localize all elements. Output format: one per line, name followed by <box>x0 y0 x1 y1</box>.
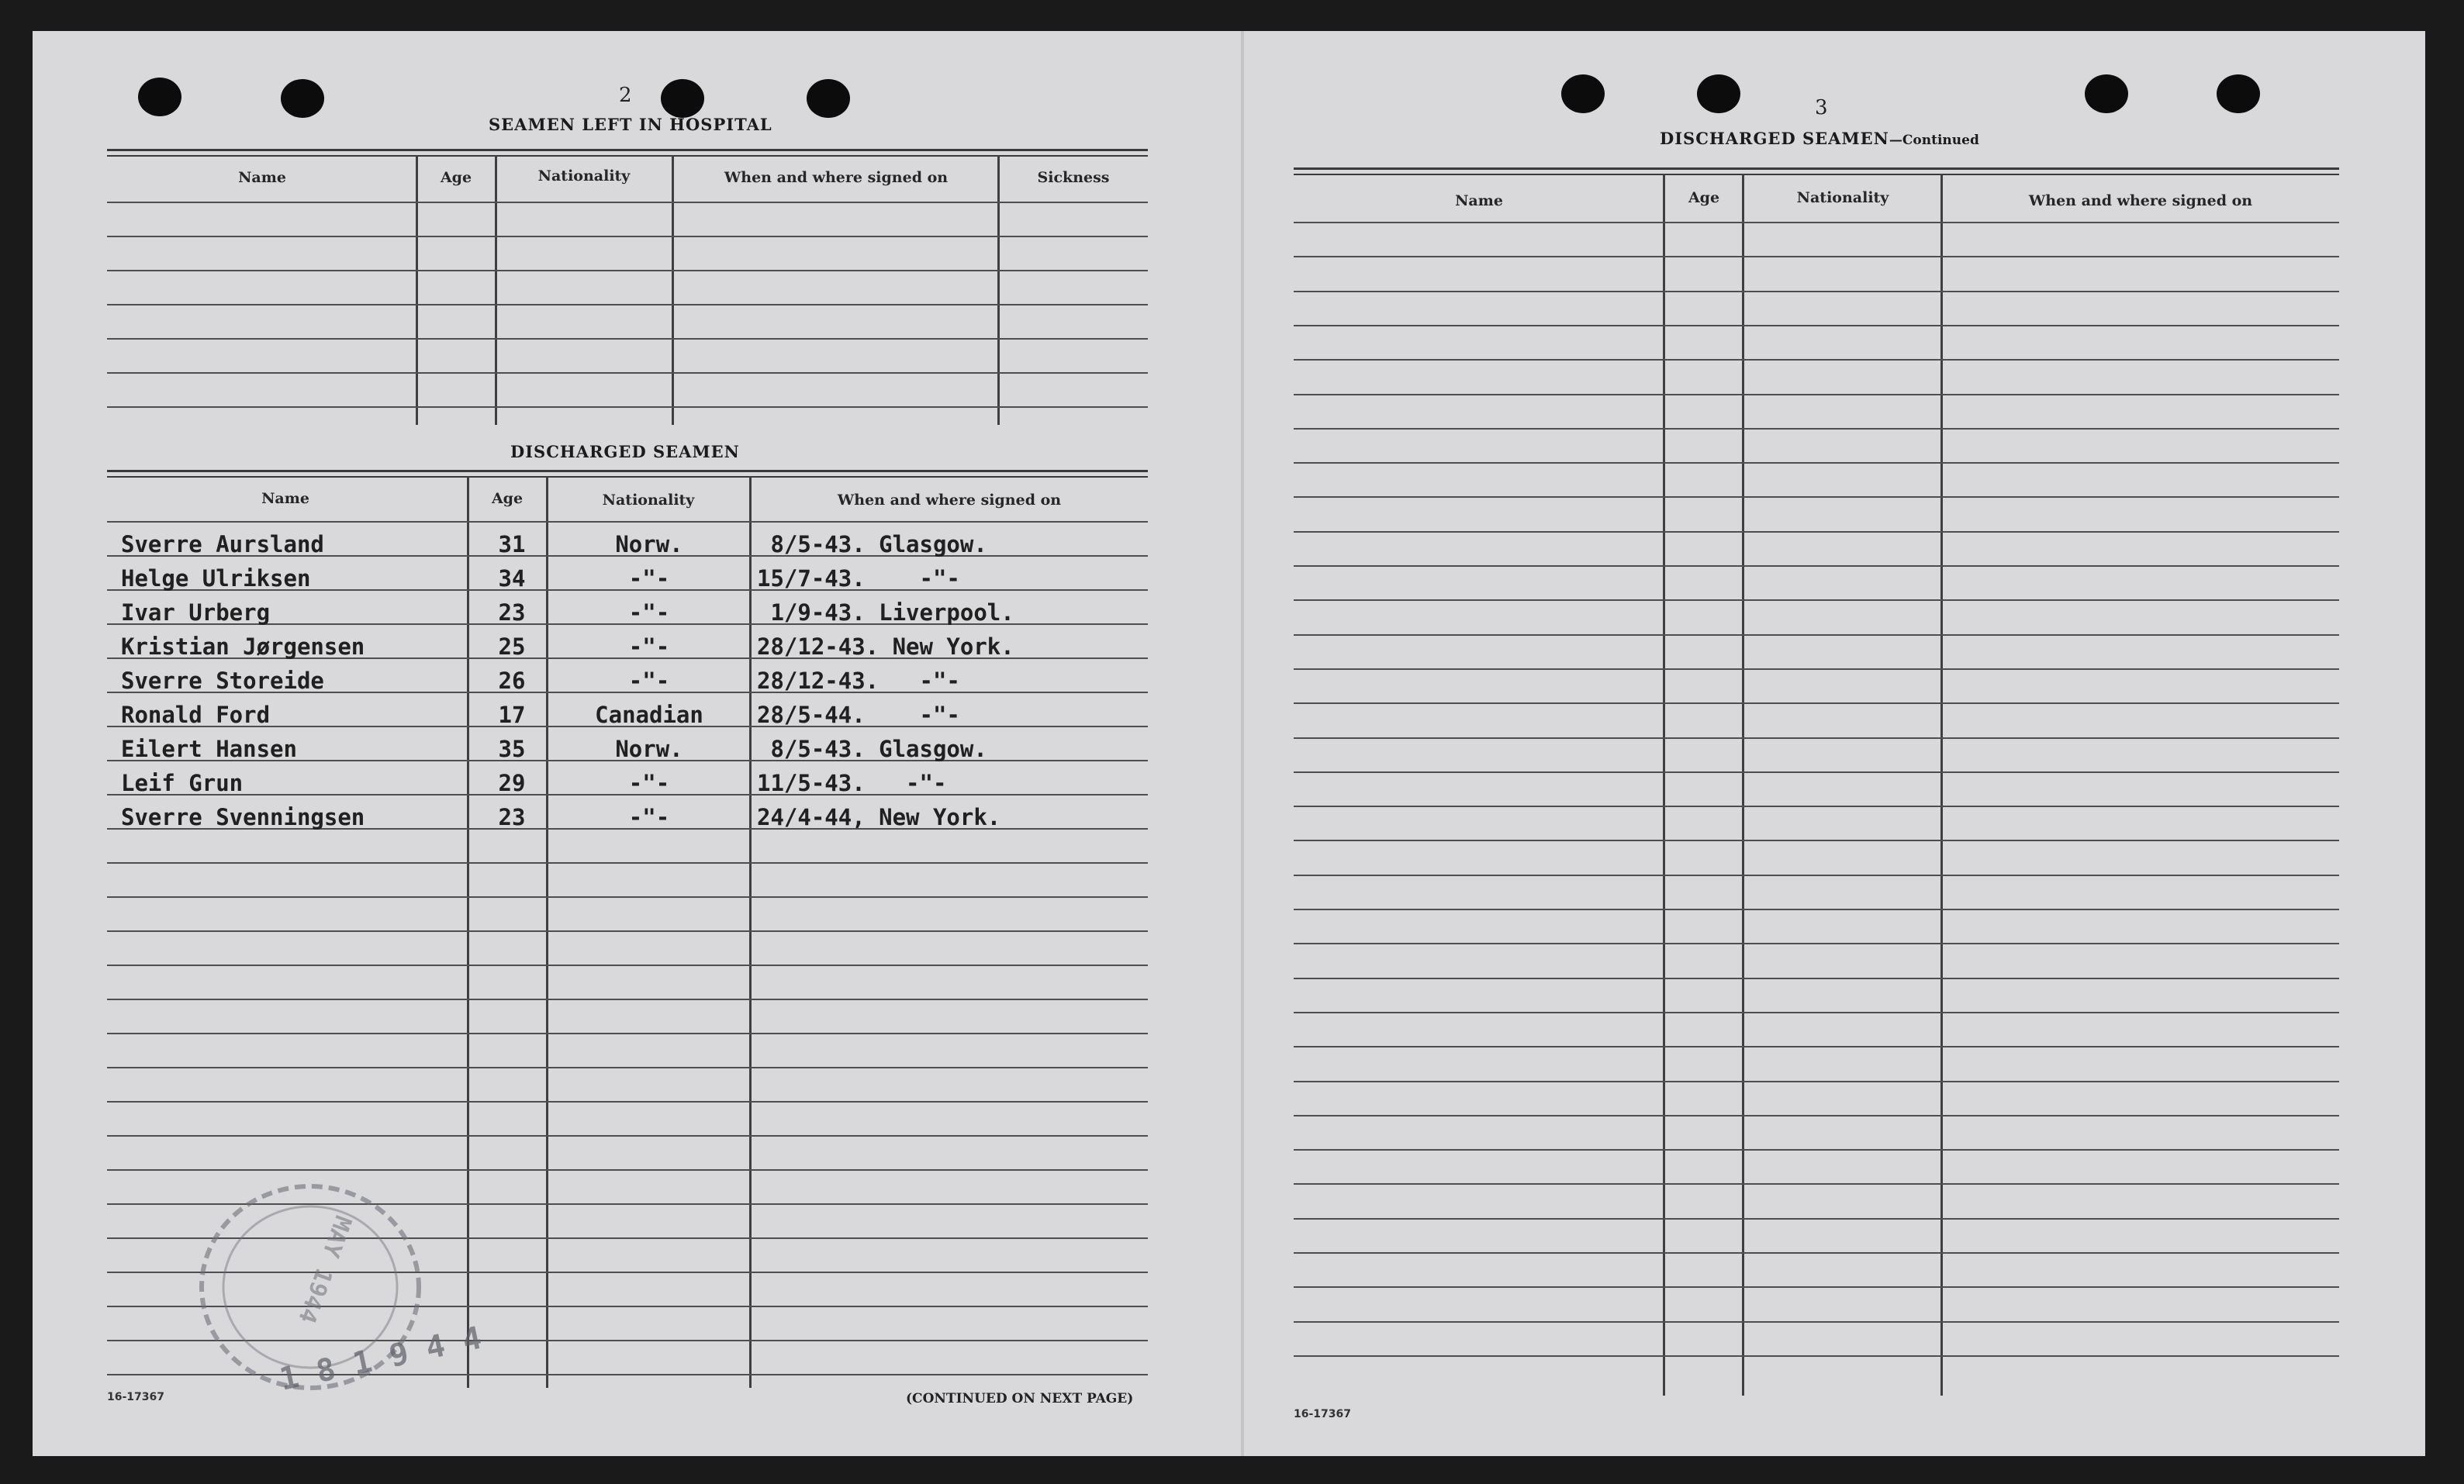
table-rule-line <box>1294 771 2339 773</box>
table-rule-line <box>1294 737 2339 739</box>
right-section-title-text: DISCHARGED SEAMEN <box>1660 129 1889 148</box>
cell-signed-on: 8/5-43. Glasgow. <box>757 736 987 762</box>
cell-nationality: -"- <box>628 599 670 626</box>
table-rule-line <box>107 999 1148 1000</box>
discharged-col-name: Name <box>261 490 309 507</box>
table-top-rule <box>1294 167 2339 170</box>
cell-name: Helge Ulriksen <box>121 565 311 592</box>
table-rule-line <box>107 521 1148 523</box>
table-top-rule <box>1294 174 2339 175</box>
table-rule-line <box>1294 1252 2339 1254</box>
cell-nationality: -"- <box>628 770 670 796</box>
table-rule-line <box>107 896 1148 898</box>
cell-age: 29 <box>498 770 526 796</box>
table-rule-line <box>1294 806 2339 807</box>
punch-hole <box>661 79 704 118</box>
table-rule-line <box>1294 222 2339 223</box>
table-rule-line <box>1294 1046 2339 1047</box>
right-section-title-suffix: —Continued <box>1889 133 1979 148</box>
table-rule-line <box>107 270 1148 271</box>
right-col-name: Name <box>1455 192 1503 209</box>
hospital-col-sickness: Sickness <box>1037 169 1110 186</box>
column-divider <box>495 155 497 425</box>
table-rule-line <box>1294 909 2339 910</box>
table-rule-line <box>107 1135 1148 1137</box>
cell-age: 23 <box>498 599 526 626</box>
svg-text:MAY 1944: MAY 1944 <box>292 1212 357 1327</box>
table-rule-line <box>1294 1286 2339 1288</box>
table-rule-line <box>1294 1321 2339 1323</box>
cell-age: 23 <box>498 804 526 830</box>
table-top-rule <box>107 149 1148 151</box>
page-number: 2 <box>619 84 632 107</box>
cell-signed-on: 11/5-43. -"- <box>757 770 947 796</box>
cell-name: Sverre Storeide <box>121 668 324 694</box>
cell-nationality: -"- <box>628 668 670 694</box>
cell-age: 31 <box>498 531 526 557</box>
table-rule-line <box>1294 1183 2339 1185</box>
hospital-col-name: Name <box>238 169 286 186</box>
cell-name: Kristian Jørgensen <box>121 633 365 660</box>
table-rule-line <box>1294 1115 2339 1116</box>
column-divider <box>1742 174 1744 1396</box>
cell-nationality: -"- <box>628 565 670 592</box>
table-rule-line <box>1294 462 2339 464</box>
column-divider <box>416 155 418 425</box>
postmark-stamp <box>186 1171 486 1403</box>
right-section-title <box>1660 129 1979 148</box>
cell-age: 25 <box>498 633 526 660</box>
punch-hole <box>1561 74 1605 113</box>
cell-age: 35 <box>498 736 526 762</box>
column-divider <box>997 155 1000 425</box>
cell-name: Sverre Aursland <box>121 531 324 557</box>
table-rule-line <box>1294 565 2339 567</box>
table-rule-line <box>1294 325 2339 326</box>
table-rule-line <box>1294 291 2339 292</box>
punch-hole <box>807 79 850 118</box>
table-rule-line <box>1294 943 2339 944</box>
table-rule-line <box>107 236 1148 237</box>
table-rule-line <box>107 338 1148 340</box>
cell-signed-on: 1/9-43. Liverpool. <box>757 599 1014 626</box>
stamp-text: 1 8 1 9 4 4 <box>276 1320 486 1398</box>
cell-signed-on: 8/5-43. Glasgow. <box>757 531 987 557</box>
table-rule-line <box>1294 599 2339 601</box>
table-rule-line <box>107 1067 1148 1068</box>
table-rule-line <box>107 1101 1148 1103</box>
discharged-section-title: DISCHARGED SEAMEN <box>510 442 740 461</box>
hospital-section-title: SEAMEN LEFT IN HOSPITAL <box>489 115 772 134</box>
punch-hole <box>281 79 324 118</box>
punch-hole <box>138 78 181 116</box>
table-rule-line <box>1294 1012 2339 1013</box>
cell-nationality: Norw. <box>615 531 683 557</box>
cell-signed-on: 28/12-43. -"- <box>757 668 960 694</box>
table-rule-line <box>107 406 1148 408</box>
cell-signed-on: 28/12-43. New York. <box>757 633 1014 660</box>
table-rule-line <box>1294 875 2339 876</box>
table-rule-line <box>1294 531 2339 533</box>
table-rule-line <box>1294 428 2339 430</box>
column-divider <box>467 476 469 1388</box>
table-top-rule <box>107 155 1148 157</box>
table-rule-line <box>107 202 1148 203</box>
table-rule-line <box>107 304 1148 305</box>
table-rule-line <box>1294 1081 2339 1082</box>
cell-name: Sverre Svenningsen <box>121 804 365 830</box>
table-rule-line <box>1294 634 2339 636</box>
cell-name: Ivar Urberg <box>121 599 271 626</box>
right-col-age: Age <box>1688 189 1720 206</box>
table-rule-line <box>1294 840 2339 841</box>
punch-hole <box>2217 74 2260 113</box>
cell-nationality: -"- <box>628 804 670 830</box>
column-divider <box>546 476 548 1388</box>
column-divider <box>672 155 674 425</box>
cell-name: Eilert Hansen <box>121 736 297 762</box>
table-rule-line <box>107 372 1148 374</box>
page-fold <box>1241 31 1244 1456</box>
punch-hole <box>2085 74 2128 113</box>
cell-signed-on: 24/4-44, New York. <box>757 804 1001 830</box>
discharged-col-signed-on: When and where signed on <box>837 492 1062 509</box>
table-top-rule <box>107 470 1148 472</box>
table-rule-line <box>1294 1355 2339 1357</box>
cell-signed-on: 15/7-43. -"- <box>757 565 960 592</box>
cell-name: Leif Grun <box>121 770 244 796</box>
table-rule-line <box>1294 702 2339 704</box>
table-rule-line <box>1294 978 2339 979</box>
table-rule-line <box>1294 394 2339 395</box>
punch-hole <box>1697 74 1740 113</box>
continued-note: (CONTINUED ON NEXT PAGE) <box>906 1391 1134 1406</box>
form-number: 16-17367 <box>107 1391 164 1403</box>
table-rule-line <box>107 862 1148 864</box>
cell-age: 34 <box>498 565 526 592</box>
page-number: 3 <box>1815 96 1828 119</box>
table-rule-line <box>1294 1218 2339 1220</box>
cell-nationality: Norw. <box>615 736 683 762</box>
right-col-nationality: Nationality <box>1796 189 1889 206</box>
form-number: 16-17367 <box>1294 1408 1351 1420</box>
hospital-col-signed-on: When and where signed on <box>724 169 949 186</box>
cell-signed-on: 28/5-44. -"- <box>757 702 960 728</box>
hospital-col-age: Age <box>440 169 472 186</box>
cell-name: Ronald Ford <box>121 702 271 728</box>
table-rule-line <box>1294 359 2339 361</box>
hospital-col-nationality: Nationality <box>537 167 631 185</box>
discharged-col-nationality: Nationality <box>602 492 695 509</box>
cell-age: 17 <box>498 702 526 728</box>
discharged-col-age: Age <box>491 490 524 507</box>
table-rule-line <box>107 1033 1148 1034</box>
table-top-rule <box>107 476 1148 478</box>
cell-nationality: -"- <box>628 633 670 660</box>
table-rule-line <box>107 965 1148 966</box>
table-rule-line <box>1294 668 2339 670</box>
table-rule-line <box>1294 496 2339 498</box>
cell-age: 26 <box>498 668 526 694</box>
table-rule-line <box>107 930 1148 932</box>
column-divider <box>1663 174 1665 1396</box>
column-divider <box>1940 174 1943 1396</box>
right-col-signed-on: When and where signed on <box>2028 192 2253 209</box>
column-divider <box>749 476 752 1388</box>
table-rule-line <box>1294 1149 2339 1151</box>
table-rule-line <box>1294 256 2339 257</box>
cell-nationality: Canadian <box>595 702 703 728</box>
